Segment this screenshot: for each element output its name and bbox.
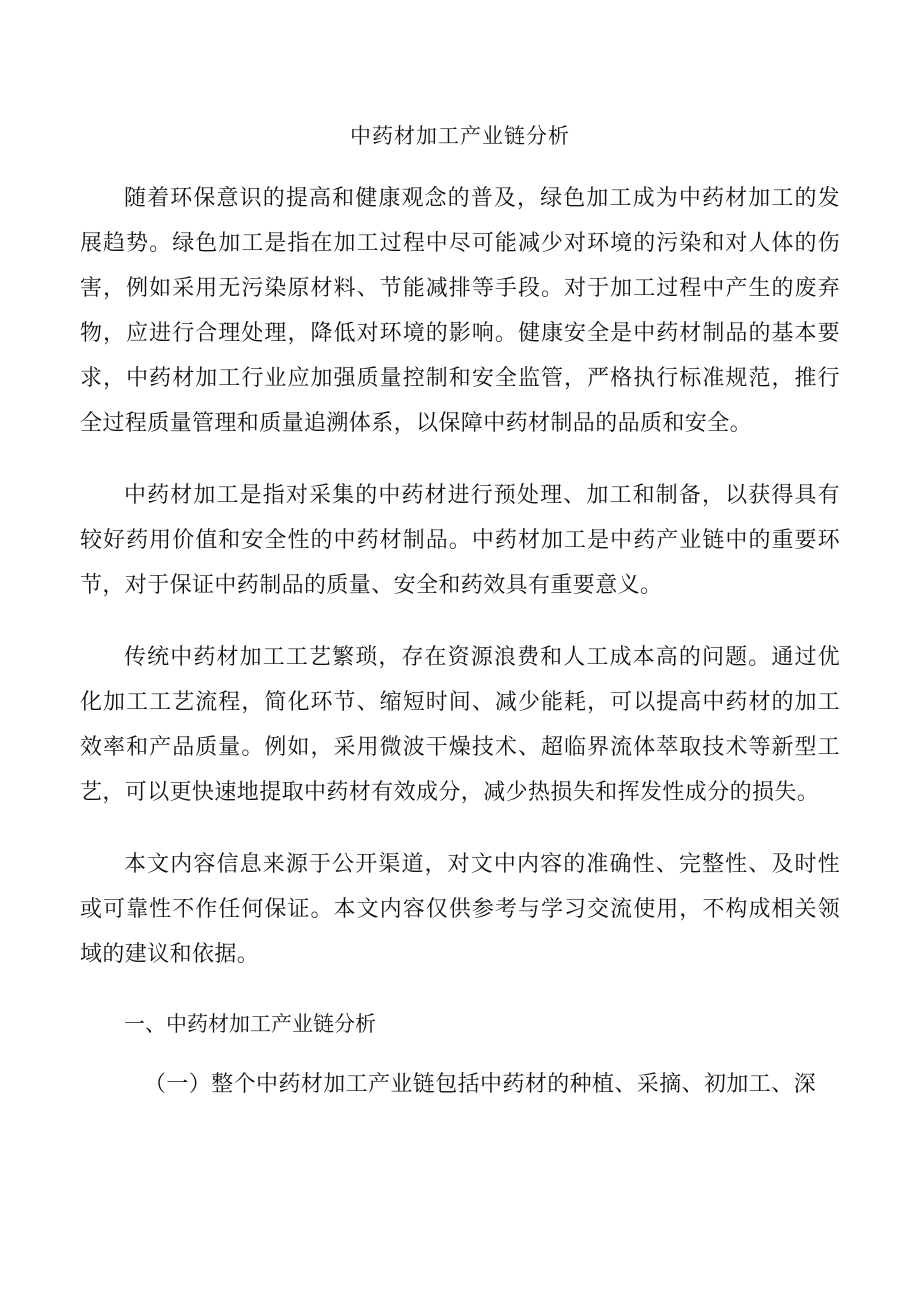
paragraph-green-processing: 随着环保意识的提高和健康观念的普及，绿色加工成为中药材加工的发展趋势。绿色加工是指在加工过程中尽可能减少对环境的污染和对人体的伤害，例如采用无污染原材料、节能减排等手段。对于加工过程中产生的废弃物，应进行合理处理，降低对环境的影响。健康安全是中药材制品的基本要求，中药材加工行业应加强质量控制和安全监管，严格执行标准规范，推行全过程质量管理和质量追溯体系，以保障中药材制品的品质和安全。 xyxy=(80,186,840,436)
paragraph-disclaimer: 本文内容信息来源于公开渠道，对文中内容的准确性、完整性、及时性或可靠性不作任何保证。本文内容仅供参考与学习交流使用，不构成相关领域的建议和依据。 xyxy=(80,852,840,967)
document-title: 中药材加工产业链分析 xyxy=(350,124,570,148)
section-heading: 一、中药材加工产业链分析 xyxy=(124,1012,376,1036)
sub-section-text: （一）整个中药材加工产业链包括中药材的种植、采摘、初加工、深 xyxy=(144,1072,817,1097)
paragraph-process-optimization: 传统中药材加工工艺繁琐，存在资源浪费和人工成本高的问题。通过优化加工工艺流程，简化环节、缩短时间、减少能耗，可以提高中药材的加工效率和产品质量。例如，采用微波干燥技术、超临界流体萃取技术等新型工艺，可以更快速地提取中药材有效成分，减少热损失和挥发性成分的损失。 xyxy=(80,645,840,805)
paragraph-processing-definition: 中药材加工是指对采集的中药材进行预处理、加工和制备，以获得具有较好药用价值和安全性的中药材制品。中药材加工是中药产业链中的重要环节，对于保证中药制品的质量、安全和药效具有重要意义。 xyxy=(80,483,840,598)
